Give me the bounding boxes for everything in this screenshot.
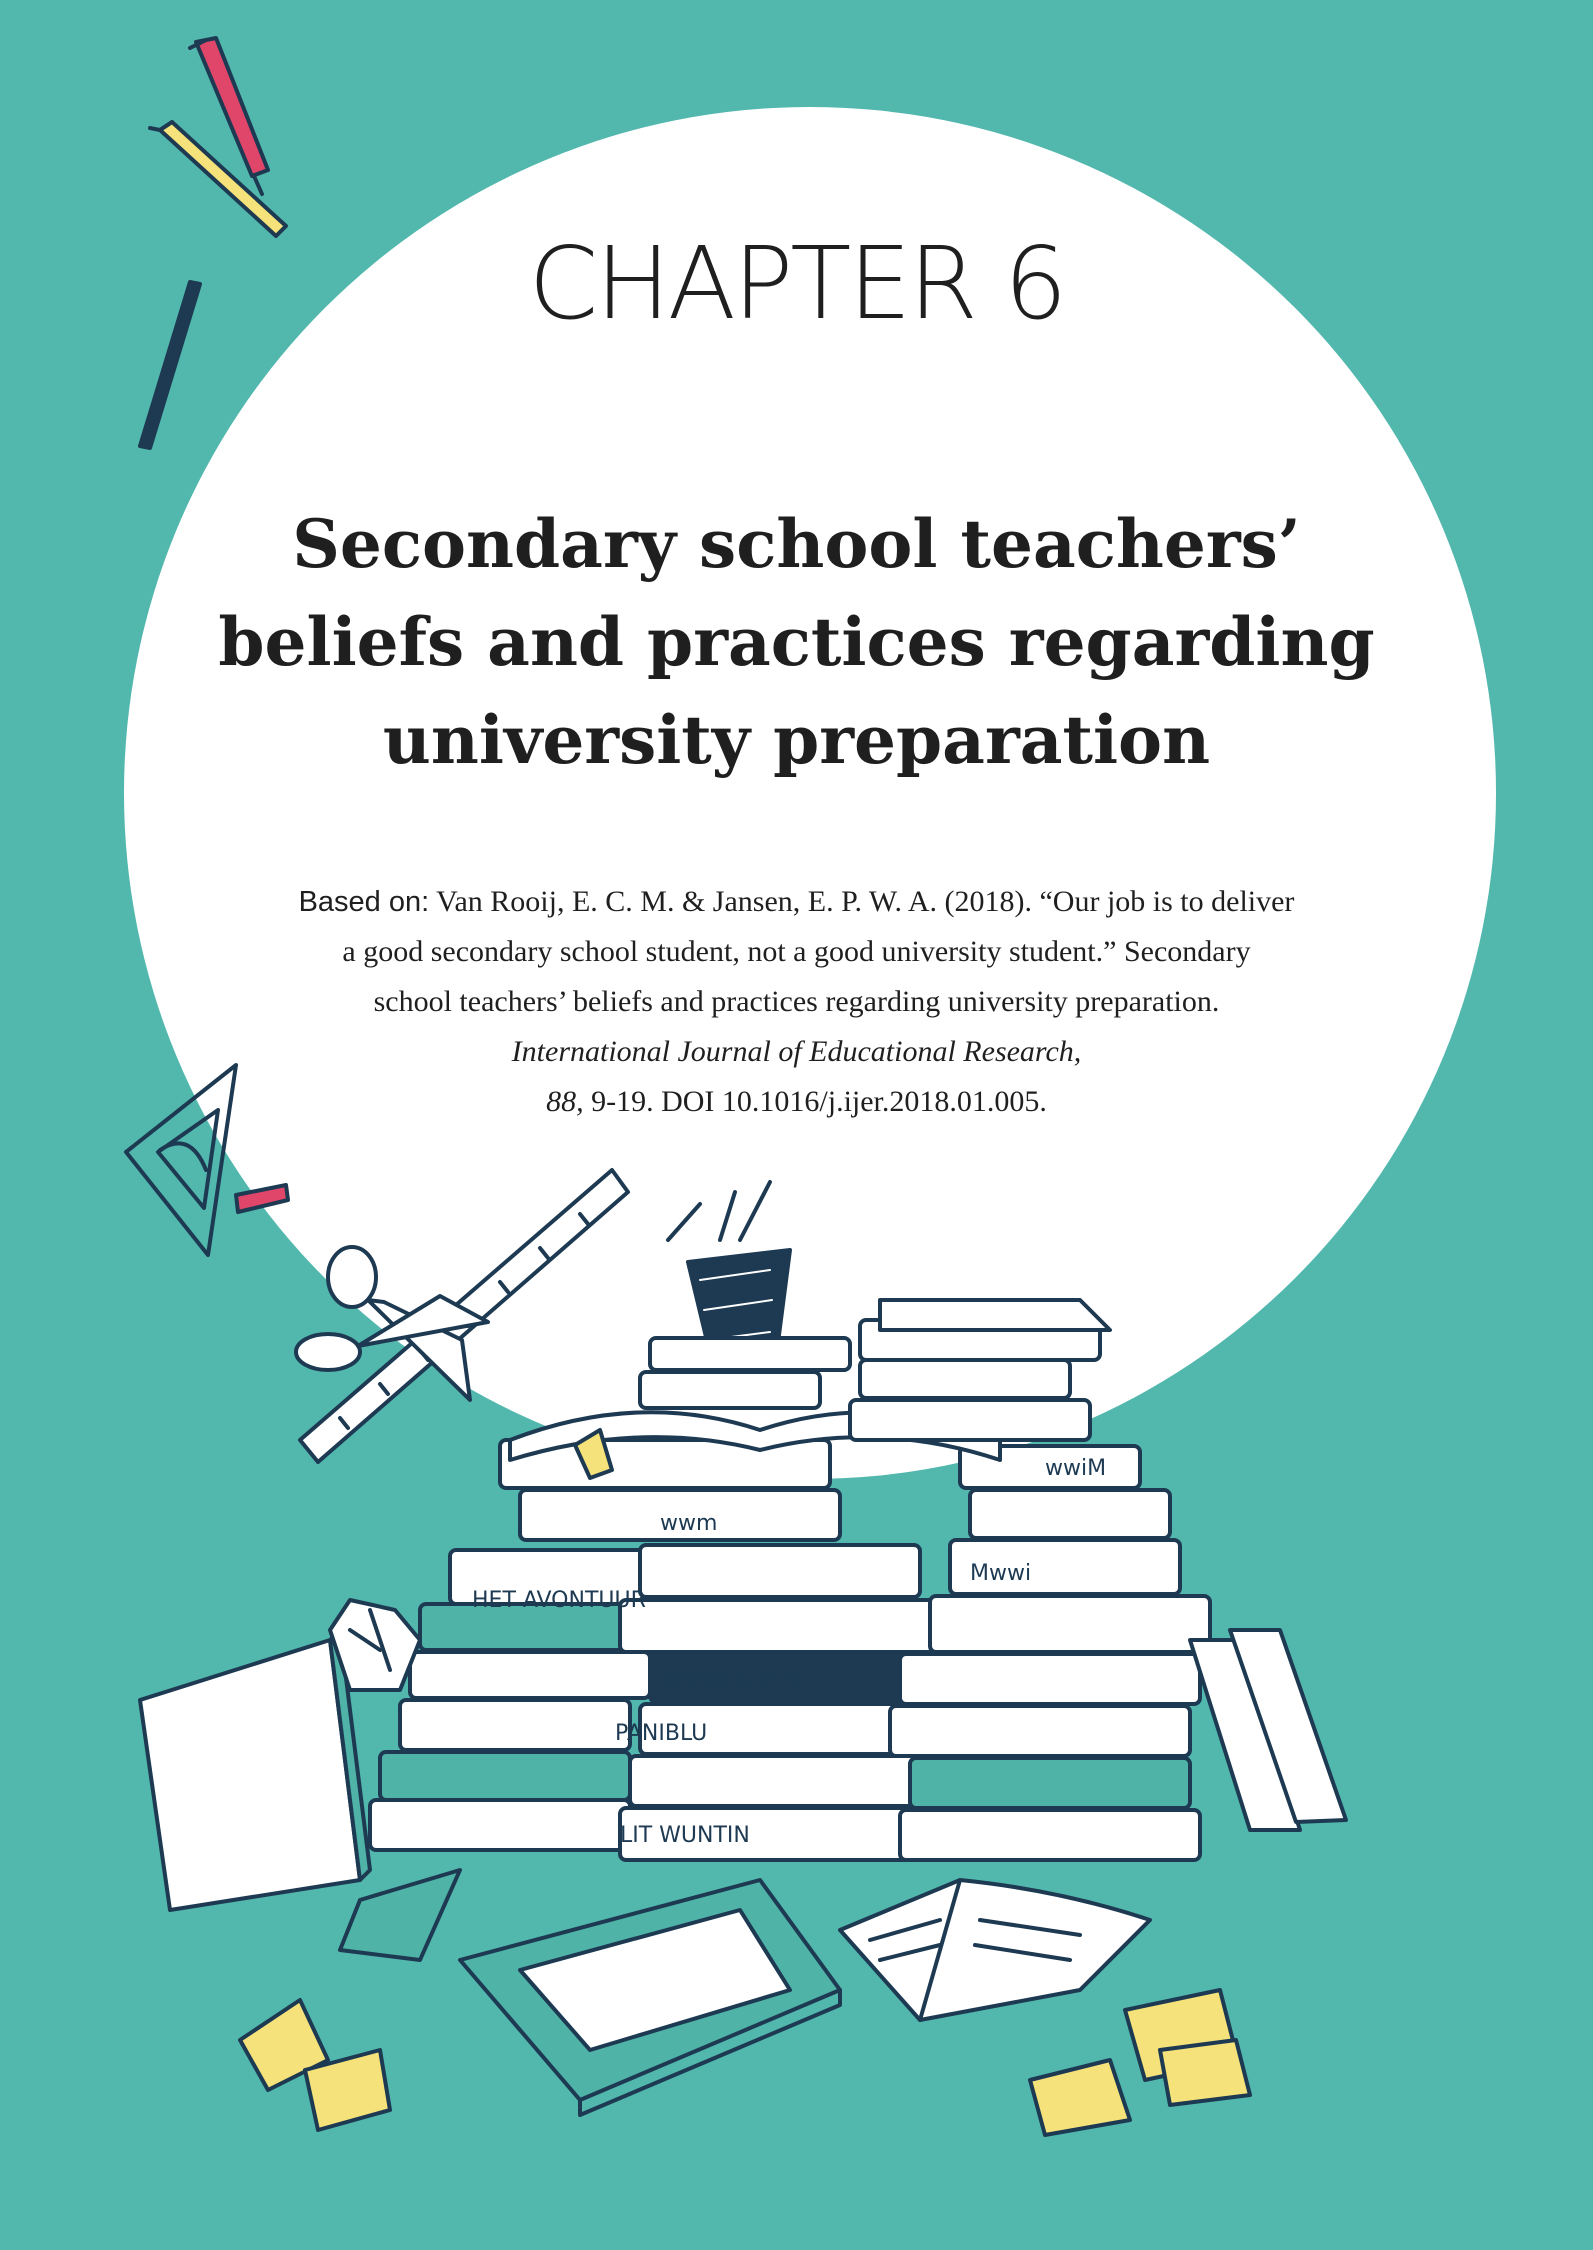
- reference-authors: Van Rooij, E. C. M. & Jansen, E. P. W. A. (2018). “Our job is to deliver: [429, 885, 1295, 918]
- open-book-icon: [840, 1880, 1150, 2020]
- title-line: Secondary school teachers’: [292, 505, 1301, 583]
- paper-scrap-icon: [340, 1870, 460, 1960]
- title-line: beliefs and practices regarding: [218, 603, 1375, 681]
- closed-notebook-icon: [460, 1880, 840, 2115]
- book-spine-text: PANIBLU: [615, 1721, 708, 1746]
- book-spine-text: Mwwi: [970, 1561, 1032, 1586]
- book-spine-text: POPULATION: [660, 1671, 800, 1696]
- sticky-note-icon: [1030, 1990, 1250, 2135]
- pencil-cup-icon: [668, 1182, 790, 1362]
- reference-volume-doi: 88, 9-19. DOI 10.1016/j.ijer.2018.01.005.: [546, 1085, 1047, 1118]
- reference-line-2: a good secondary school student, not a good university student.” Secondary: [342, 935, 1251, 968]
- book-spine-text: HET AVONTUUR: [472, 1588, 646, 1613]
- reference-line-3: school teachers’ beliefs and practices regarding university preparation.: [373, 985, 1220, 1018]
- reference-journal: International Journal of Educational Research,: [511, 1035, 1082, 1068]
- chapter-number: CHAPTER 6: [528, 225, 1065, 342]
- eraser-icon: [236, 1185, 288, 1212]
- sticky-note-icon: [240, 2000, 390, 2130]
- based-on-label: Based on:: [298, 886, 430, 918]
- title-line: university preparation: [382, 701, 1211, 779]
- book-spine-text: LIT WUNTIN: [620, 1823, 750, 1848]
- book-spine-text: wwm: [660, 1511, 718, 1536]
- yellow-pencil-icon: [150, 122, 286, 236]
- book-pile-illustration: [140, 1300, 1346, 1910]
- black-pen-icon: [140, 282, 200, 448]
- set-square-icon: [126, 1065, 236, 1255]
- crumpled-paper-icon: [330, 1600, 420, 1690]
- book-spine-text: wwiM: [1045, 1456, 1107, 1481]
